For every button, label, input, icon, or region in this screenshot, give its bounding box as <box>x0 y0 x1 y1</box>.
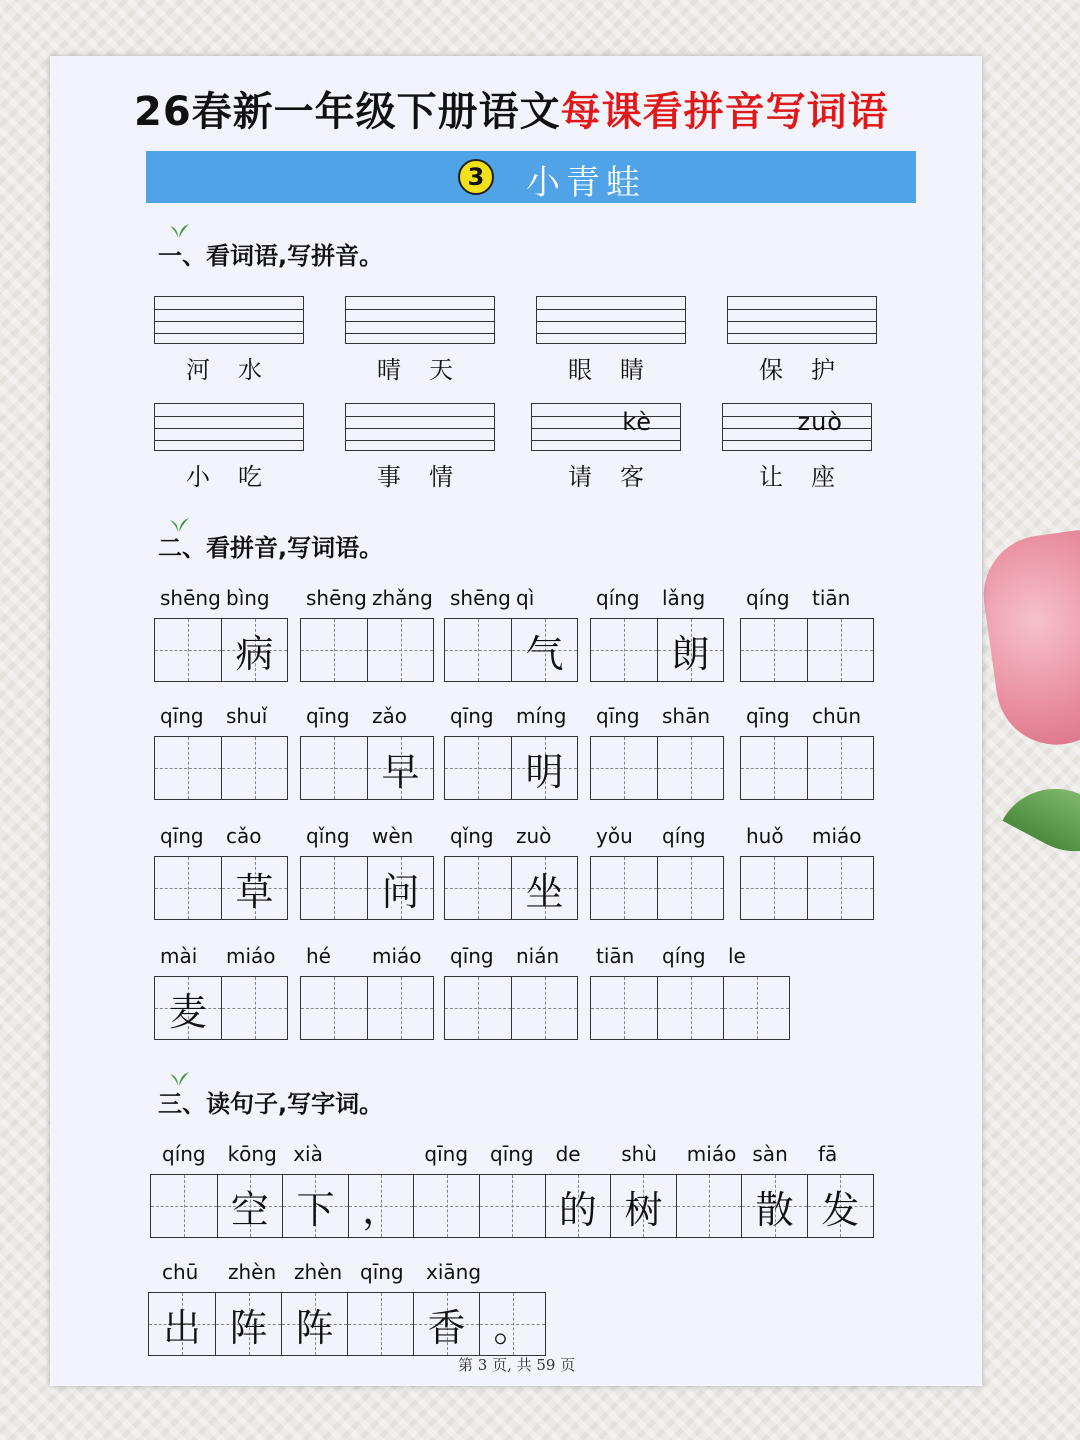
given-character: 病 <box>235 631 274 676</box>
tianzige-grid[interactable] <box>300 856 434 920</box>
pinyin-label: shēng <box>450 586 511 610</box>
pinyin-label: shān <box>662 704 711 728</box>
given-character <box>301 737 367 799</box>
pinyin-label: huǒ <box>746 824 784 848</box>
tianzige-cell[interactable] <box>445 619 511 681</box>
pinyin-writing-box[interactable] <box>536 296 686 344</box>
given-character: 。 <box>493 1305 532 1350</box>
pinyin-label: miáo <box>226 944 276 968</box>
pinyin-label: qīng <box>306 704 350 728</box>
pinyin-label: miáo <box>812 824 862 848</box>
vocab-word: 眼睛 <box>568 356 672 384</box>
tianzige-cell[interactable] <box>511 977 577 1039</box>
pinyin-hint: zuò <box>797 408 843 436</box>
ruling-line <box>723 440 871 441</box>
given-character <box>724 977 789 1039</box>
given-character <box>155 619 221 681</box>
tianzige-cell[interactable] <box>348 1175 414 1237</box>
pinyin-label: qīng <box>360 1260 404 1284</box>
pinyin-label: zhèn <box>294 1260 343 1284</box>
given-character: 的 <box>558 1187 597 1232</box>
tianzige-cell[interactable] <box>281 1293 347 1355</box>
pinyin-label: sàn <box>752 1142 788 1166</box>
given-character: 坐 <box>525 869 564 914</box>
pinyin-label: tiān <box>596 944 635 968</box>
tianzige-cell[interactable] <box>479 1293 545 1355</box>
given-character <box>741 619 807 681</box>
given-character <box>301 857 367 919</box>
pinyin-label: qíng <box>746 586 790 610</box>
given-character <box>658 737 723 799</box>
given-character: 发 <box>821 1187 860 1232</box>
tianzige-grid[interactable] <box>444 856 578 920</box>
tianzige-cell[interactable] <box>151 1175 217 1237</box>
ruling-line <box>155 333 303 334</box>
tianzige-cell[interactable] <box>741 737 807 799</box>
tianzige-cell[interactable] <box>221 619 287 681</box>
given-character: 树 <box>624 1187 663 1232</box>
tianzige-grid[interactable] <box>300 736 434 800</box>
pinyin-label: shēng <box>160 586 221 610</box>
given-character: 草 <box>235 869 274 914</box>
pinyin-writing-box[interactable] <box>722 403 872 451</box>
given-character: 阵 <box>295 1305 334 1350</box>
pinyin-label: fā <box>818 1142 838 1166</box>
tianzige-cell[interactable] <box>413 1175 479 1237</box>
pinyin-label: shù <box>621 1142 657 1166</box>
pinyin-writing-box[interactable] <box>345 296 495 344</box>
given-character <box>301 977 367 1039</box>
pinyin-label: chūn <box>812 704 862 728</box>
vocab-word: 晴天 <box>377 356 481 384</box>
ruling-line <box>728 309 876 310</box>
pinyin-label: qīng <box>746 704 790 728</box>
tianzige-cell[interactable] <box>741 857 807 919</box>
tianzige-cell[interactable] <box>155 619 221 681</box>
pinyin-label: nián <box>516 944 560 968</box>
pinyin-label: qīng <box>490 1142 534 1166</box>
pinyin-label: míng <box>516 704 567 728</box>
given-character <box>808 857 873 919</box>
tianzige-cell[interactable] <box>367 619 433 681</box>
tianzige-grid[interactable] <box>740 856 874 920</box>
pinyin-label: zhèn <box>228 1260 277 1284</box>
ruling-line <box>532 428 680 429</box>
pinyin-label: yǒu <box>596 824 633 848</box>
tianzige-cell[interactable] <box>445 737 511 799</box>
tianzige-cell[interactable] <box>367 857 433 919</box>
pinyin-writing-box[interactable] <box>531 403 681 451</box>
given-character: 气 <box>525 631 564 676</box>
ruling-line <box>346 333 494 334</box>
tianzige-grid[interactable] <box>444 736 578 800</box>
pinyin-label: lǎng <box>662 586 706 610</box>
given-character <box>591 857 657 919</box>
tianzige-cell[interactable] <box>807 737 873 799</box>
tianzige-grid[interactable] <box>444 976 578 1040</box>
title-red-part: 每课看拼音写词语 <box>560 89 889 135</box>
pinyin-label: qǐng <box>450 824 494 848</box>
tianzige-cell[interactable] <box>301 619 367 681</box>
pinyin-label: qīng <box>450 944 494 968</box>
given-character: 出 <box>162 1305 201 1350</box>
vocab-word: 让座 <box>759 463 863 491</box>
given-character <box>222 977 287 1039</box>
pinyin-label: bìng <box>226 586 270 610</box>
tianzige-cell[interactable] <box>445 857 511 919</box>
ruling-line <box>346 428 494 429</box>
tianzige-grid[interactable] <box>300 618 434 682</box>
given-character <box>591 619 657 681</box>
tianzige-cell[interactable] <box>217 1175 283 1237</box>
tianzige-cell[interactable] <box>413 1293 479 1355</box>
given-character <box>808 737 873 799</box>
tianzige-cell[interactable] <box>591 977 657 1039</box>
given-character <box>155 737 221 799</box>
given-character <box>445 857 511 919</box>
tianzige-cell[interactable] <box>479 1175 545 1237</box>
pinyin-label: zuò <box>516 824 552 848</box>
pinyin-label: hé <box>306 944 331 968</box>
given-character <box>151 1175 217 1237</box>
given-character <box>741 737 807 799</box>
tianzige-grid[interactable] <box>590 856 724 920</box>
tianzige-cell[interactable] <box>221 857 287 919</box>
tianzige-cell[interactable] <box>155 737 221 799</box>
given-character: 阵 <box>229 1305 268 1350</box>
tianzige-cell[interactable] <box>657 857 723 919</box>
pinyin-label: qīng <box>424 1142 469 1166</box>
given-character <box>741 857 807 919</box>
pinyin-label: qíng <box>162 1142 206 1166</box>
worksheet-page <box>50 56 982 1386</box>
tianzige-grid[interactable] <box>740 736 874 800</box>
pinyin-label: xiāng <box>426 1260 482 1284</box>
pinyin-label: qíng <box>596 586 640 610</box>
pinyin-label: mài <box>160 944 198 968</box>
pinyin-label: de <box>555 1142 581 1166</box>
tianzige-cell[interactable] <box>367 737 433 799</box>
tianzige-grid[interactable] <box>590 618 724 682</box>
tianzige-grid[interactable] <box>154 618 288 682</box>
pinyin-label: qíng <box>662 944 706 968</box>
tianzige-cell[interactable] <box>221 737 287 799</box>
ruling-line <box>155 440 303 441</box>
pinyin-label: tiān <box>812 586 851 610</box>
pinyin-hint: kè <box>622 408 652 436</box>
given-character <box>480 1175 545 1237</box>
tianzige-cell[interactable] <box>741 619 807 681</box>
vocab-word: 事情 <box>377 463 481 491</box>
tianzige-cell[interactable] <box>155 857 221 919</box>
ruling-line <box>155 416 303 417</box>
tianzige-cell[interactable] <box>511 619 577 681</box>
pinyin-writing-box[interactable] <box>345 403 495 451</box>
given-character <box>155 857 221 919</box>
lesson-banner <box>146 151 916 203</box>
tianzige-cell[interactable] <box>610 1175 676 1237</box>
tianzige-grid[interactable] <box>444 618 578 682</box>
given-character: 麦 <box>168 989 207 1034</box>
tianzige-cell[interactable] <box>301 857 367 919</box>
tianzige-grid[interactable] <box>148 1292 546 1356</box>
pinyin-label: qíng <box>662 824 706 848</box>
pinyin-writing-box[interactable] <box>154 403 304 451</box>
tianzige-grid[interactable] <box>154 856 288 920</box>
given-character <box>512 977 577 1039</box>
pinyin-label: xià <box>293 1142 323 1166</box>
given-character <box>348 1293 413 1355</box>
given-character <box>658 977 723 1039</box>
tianzige-grid[interactable] <box>150 1174 874 1238</box>
given-character <box>445 619 511 681</box>
ruling-line <box>532 416 680 417</box>
given-character <box>301 619 367 681</box>
tianzige-cell[interactable] <box>545 1175 611 1237</box>
tianzige-cell[interactable] <box>221 977 287 1039</box>
tianzige-cell[interactable] <box>807 1175 873 1237</box>
ruling-line <box>537 309 685 310</box>
tianzige-cell[interactable] <box>367 977 433 1039</box>
page-title <box>134 80 889 137</box>
ruling-line <box>346 321 494 322</box>
pinyin-label: shuǐ <box>226 704 268 728</box>
given-character <box>808 619 873 681</box>
ruling-line <box>155 428 303 429</box>
given-character <box>368 977 433 1039</box>
pinyin-writing-box[interactable] <box>727 296 877 344</box>
tianzige-cell[interactable] <box>723 977 789 1039</box>
pinyin-label: kōng <box>227 1142 277 1166</box>
ruling-line <box>728 333 876 334</box>
given-character <box>445 977 511 1039</box>
given-character: 空 <box>230 1187 269 1232</box>
tianzige-cell[interactable] <box>676 1175 742 1237</box>
lesson-title: 小青蛙 <box>526 163 646 203</box>
pinyin-label: miáo <box>686 1142 737 1166</box>
tianzige-cell[interactable] <box>215 1293 281 1355</box>
vocab-word: 请客 <box>568 463 672 491</box>
tianzige-cell[interactable] <box>282 1175 348 1237</box>
tianzige-cell[interactable] <box>591 857 657 919</box>
given-character: 散 <box>755 1187 794 1232</box>
pinyin-label: qīng <box>596 704 640 728</box>
ruling-line <box>537 333 685 334</box>
vocab-word: 保护 <box>759 356 863 384</box>
given-character: 明 <box>525 749 564 794</box>
tianzige-cell[interactable] <box>591 619 657 681</box>
given-character: 问 <box>381 869 420 914</box>
pinyin-label: miáo <box>372 944 422 968</box>
pinyin-label: qīng <box>160 704 204 728</box>
pinyin-label: cǎo <box>226 824 262 848</box>
given-character: 朗 <box>671 631 710 676</box>
tianzige-grid[interactable] <box>590 736 724 800</box>
given-character <box>677 1175 742 1237</box>
section1-title: 一、看词语,写拼音。 <box>158 242 384 270</box>
ruling-line <box>532 440 680 441</box>
tianzige-cell[interactable] <box>591 737 657 799</box>
ruling-line <box>537 321 685 322</box>
pinyin-writing-box[interactable] <box>154 296 304 344</box>
tianzige-cell[interactable] <box>741 1175 807 1237</box>
tianzige-grid[interactable] <box>154 976 288 1040</box>
tianzige-cell[interactable] <box>301 977 367 1039</box>
pinyin-label: zhǎng <box>372 586 433 610</box>
tianzige-cell[interactable] <box>657 619 723 681</box>
vocab-word: 河水 <box>186 356 290 384</box>
tianzige-cell[interactable] <box>511 737 577 799</box>
tianzige-cell[interactable] <box>301 737 367 799</box>
pinyin-label: qì <box>516 586 535 610</box>
tianzige-grid[interactable] <box>590 976 790 1040</box>
tianzige-cell[interactable] <box>807 619 873 681</box>
pinyin-label: shēng <box>306 586 367 610</box>
title-black-part: 26春新一年级下册语文 <box>134 89 561 135</box>
ruling-line <box>346 416 494 417</box>
page-footer: 第 3 页, 共 59 页 <box>458 1356 576 1374</box>
given-character <box>658 857 723 919</box>
given-character <box>591 737 657 799</box>
tianzige-cell[interactable] <box>149 1293 215 1355</box>
ruling-line <box>346 309 494 310</box>
vocab-word: 小吃 <box>186 463 290 491</box>
given-character <box>445 737 511 799</box>
tianzige-cell[interactable] <box>511 857 577 919</box>
given-character: ， <box>362 1187 401 1232</box>
section3-title: 三、读句子,写字词。 <box>158 1090 384 1118</box>
ruling-line <box>155 309 303 310</box>
pinyin-label: zǎo <box>372 704 407 728</box>
tianzige-grid[interactable] <box>740 618 874 682</box>
tianzige-cell[interactable] <box>657 977 723 1039</box>
given-character <box>414 1175 479 1237</box>
pinyin-label: qǐng <box>306 824 350 848</box>
pinyin-label: qīng <box>160 824 204 848</box>
ruling-line <box>728 321 876 322</box>
ruling-line <box>155 321 303 322</box>
tianzige-cell[interactable] <box>657 737 723 799</box>
given-character <box>591 977 657 1039</box>
tianzige-grid[interactable] <box>300 976 434 1040</box>
pinyin-label: le <box>728 944 746 968</box>
given-character: 早 <box>381 749 420 794</box>
tianzige-cell[interactable] <box>807 857 873 919</box>
ruling-line <box>346 440 494 441</box>
pinyin-label: chū <box>162 1260 199 1284</box>
given-character: 下 <box>296 1187 335 1232</box>
lesson-number-badge: 3 <box>458 159 494 195</box>
pinyin-label: wèn <box>372 824 414 848</box>
tianzige-cell[interactable] <box>347 1293 413 1355</box>
section2-title: 二、看拼音,写词语。 <box>158 534 384 562</box>
pinyin-label: qīng <box>450 704 494 728</box>
given-character <box>222 737 287 799</box>
tianzige-cell[interactable] <box>445 977 511 1039</box>
given-character: 香 <box>427 1305 466 1350</box>
given-character <box>368 619 433 681</box>
tianzige-grid[interactable] <box>154 736 288 800</box>
tianzige-cell[interactable] <box>155 977 221 1039</box>
